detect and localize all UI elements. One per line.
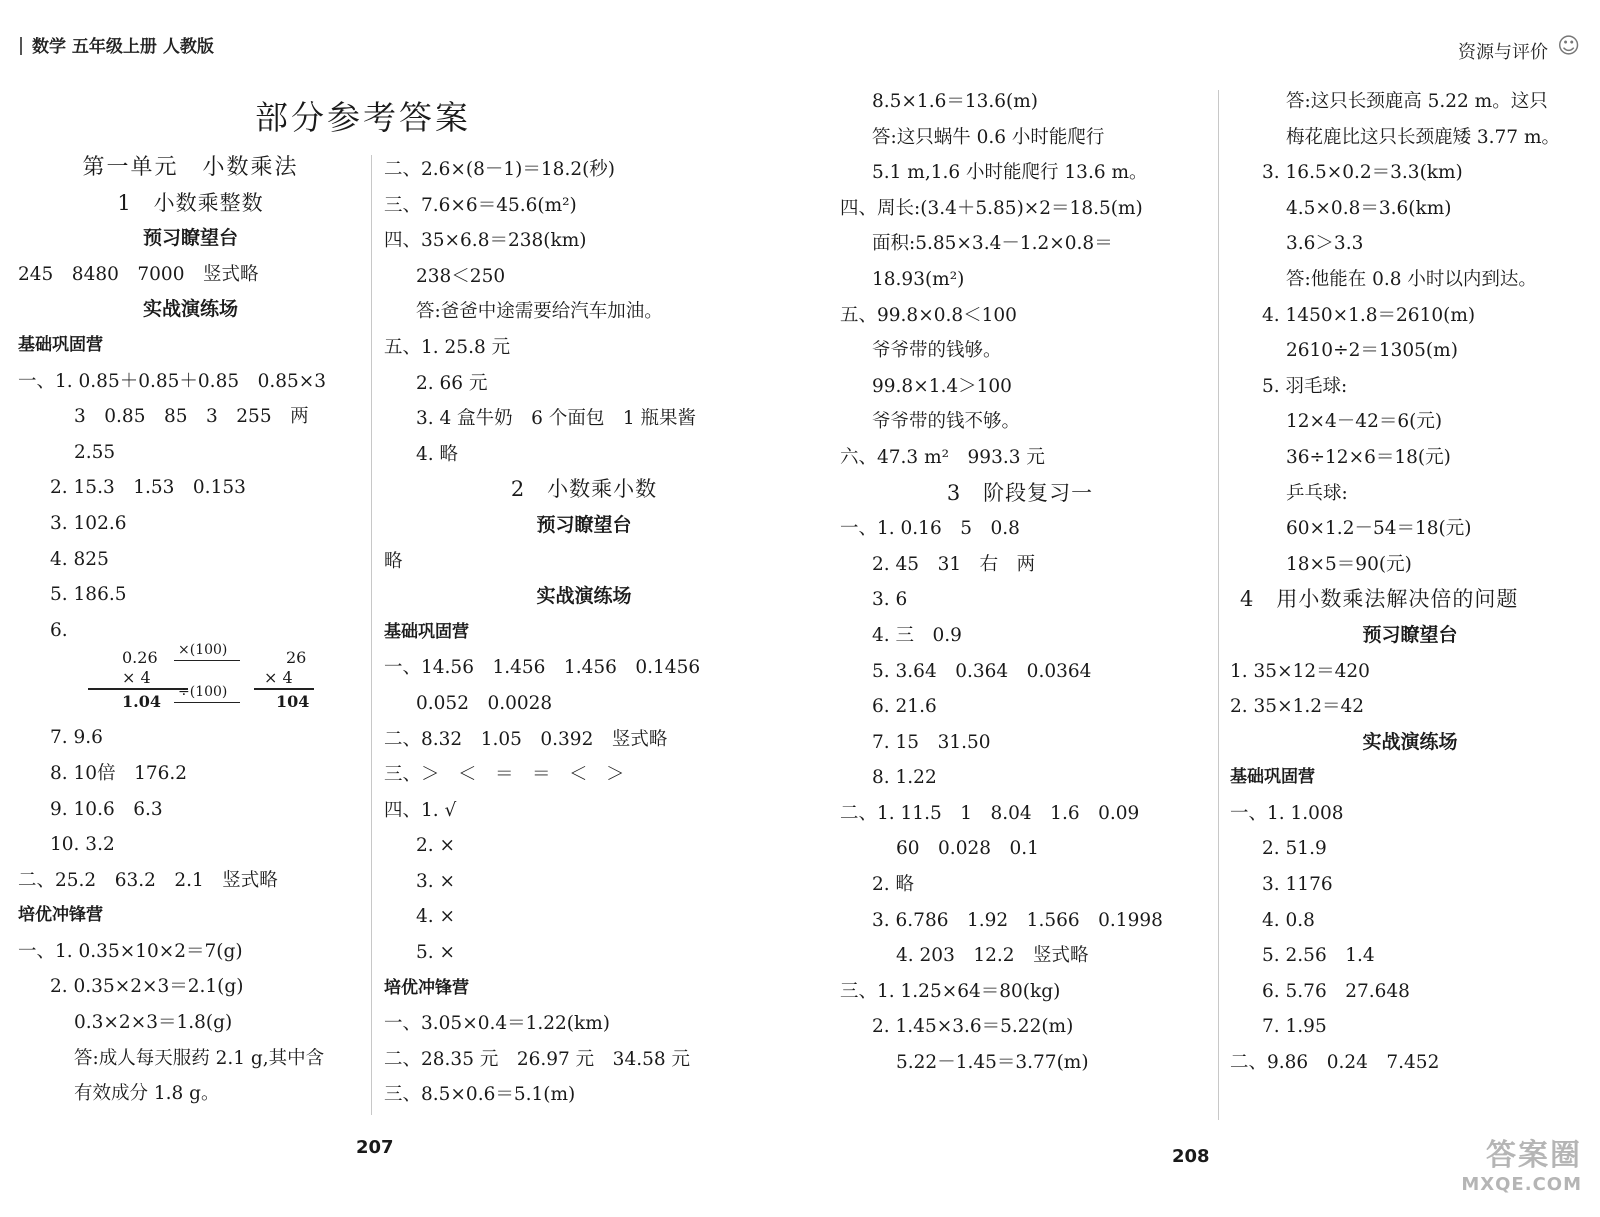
answer-line: 答:成人每天服药 2.1 g,其中含 <box>74 1047 325 1069</box>
answer-line: 6. 5.76 27.648 <box>1262 980 1410 1002</box>
answer-line: 3. 6 <box>872 589 908 611</box>
answer-line: 一、3.05×0.4＝1.22(km) <box>384 1013 610 1035</box>
answer-line: 2. 1.45×3.6＝5.22(m) <box>872 1016 1074 1038</box>
page-number-right: 208 <box>1172 1146 1210 1167</box>
answer-line: 7. 9.6 <box>50 727 103 749</box>
answer-line: 三、8.5×0.6＝5.1(m) <box>384 1084 576 1106</box>
answer-line: 5. 186.5 <box>50 584 127 606</box>
answer-line: 四、35×6.8＝238(km) <box>384 230 587 252</box>
answer-line: 36÷12×6＝18(元) <box>1286 446 1451 468</box>
answer-column-4 <box>1230 84 1590 1081</box>
answer-line: 7. 1.95 <box>1262 1016 1327 1038</box>
answer-line: 答:爸爸中途需要给汽车加油。 <box>416 301 663 323</box>
figure-top-arrow-label: ×(100) <box>178 642 228 659</box>
answer-line: 爷爷带的钱不够。 <box>872 411 1021 433</box>
answer-line: 2. 15.3 1.53 0.153 <box>50 477 246 499</box>
answer-line: 2. 51.9 <box>1262 838 1327 860</box>
answer-line: 5. 2.56 1.4 <box>1262 945 1375 967</box>
answer-line: 面积:5.85×3.4－1.2×0.8＝ <box>872 233 1113 255</box>
answer-line: 12×4－42＝6(元) <box>1286 411 1443 433</box>
answer-line: 1. 35×12＝420 <box>1230 660 1370 682</box>
answer-line: 一、14.56 1.456 1.456 0.1456 <box>384 657 701 679</box>
figure-top-left-number: 0.26 <box>122 648 158 668</box>
subsection-label: 基础巩固营 <box>18 334 103 355</box>
column-divider <box>371 155 372 1115</box>
right-page <box>800 0 1600 1217</box>
watermark-url: MXQE.COM <box>1461 1174 1582 1195</box>
answer-column-2 <box>384 152 784 1113</box>
section-heading: 3 阶段复习一 <box>946 480 1094 505</box>
answer-line: 2.55 <box>74 441 116 463</box>
answer-line: 五、99.8×0.8＜100 <box>840 304 1017 326</box>
subsection-label: 基础巩固营 <box>1230 767 1315 788</box>
answer-line: 99.8×1.4＞100 <box>872 375 1012 397</box>
figure-bottom-right-number: 104 <box>276 692 310 712</box>
answer-line: 245 8480 7000 竖式略 <box>18 263 259 285</box>
answer-line: 6. 21.6 <box>872 696 937 718</box>
figure-bottom-arrow <box>174 702 240 703</box>
answer-line: 二、2.6×(8－1)＝18.2(秒) <box>384 159 616 180</box>
answer-line: 三、＞ ＜ ＝ ＝ ＜ ＞ <box>384 764 625 786</box>
answer-line: 六、47.3 m² 993.3 元 <box>840 446 1045 468</box>
answer-line: 8. 10倍 176.2 <box>50 762 188 784</box>
subsection-heading: 实战演练场 <box>142 298 238 321</box>
unit-heading: 第一单元 小数乘法 <box>82 155 299 180</box>
answer-line: 爷爷带的钱够。 <box>872 340 1002 362</box>
subsection-label: 培优冲锋营 <box>18 905 103 926</box>
answer-line: 一、1. 0.85＋0.85＋0.85 0.85×3 <box>18 370 327 392</box>
answer-line: 5. 3.64 0.364 0.0364 <box>872 660 1092 682</box>
answer-line: 238＜250 <box>416 265 506 287</box>
site-watermark <box>1461 1130 1582 1195</box>
answer-line: 梅花鹿比这只长颈鹿矮 3.77 m。 <box>1286 126 1560 148</box>
answer-line: 一、1. 0.16 5 0.8 <box>840 518 1020 540</box>
running-header-right: 资源与评价 <box>1458 42 1548 63</box>
answer-line: 6. <box>50 619 68 641</box>
subsection-label: 培优冲锋营 <box>384 977 469 998</box>
answer-line: 7. 15 31.50 <box>872 731 991 753</box>
answer-line: 4. 三 0.9 <box>872 624 962 646</box>
answer-line: 二、9.86 0.24 7.452 <box>1230 1052 1440 1074</box>
subsection-heading: 预习瞭望台 <box>142 227 238 250</box>
answer-line: 60×1.2－54＝18(元) <box>1286 518 1472 540</box>
answer-line: 3 0.85 85 3 255 两 <box>74 406 309 428</box>
answer-line: 一、1. 0.35×10×2＝7(g) <box>18 940 243 962</box>
page-number-left: 207 <box>356 1137 394 1158</box>
running-header-left: 数学 五年级上册 人教版 <box>20 32 214 57</box>
subsection-heading: 预习瞭望台 <box>1362 623 1458 646</box>
answer-line: 四、周长:(3.4＋5.85)×2＝18.5(m) <box>840 197 1143 219</box>
figure-middle-left: × 4 <box>122 668 151 688</box>
answer-line: 4. 203 12.2 竖式略 <box>896 945 1089 967</box>
answer-line: 5.1 m,1.6 小时能爬行 13.6 m。 <box>872 162 1148 184</box>
answer-line: 3. 102.6 <box>50 512 127 534</box>
answer-line: 3. 1176 <box>1262 874 1333 896</box>
subsection-heading: 预习瞭望台 <box>536 513 632 536</box>
answer-line: 4. × <box>416 906 456 928</box>
answer-line: 四、1. √ <box>384 799 457 821</box>
answer-line: 4. 825 <box>50 548 109 570</box>
answer-line: 18×5＝90(元) <box>1286 553 1412 575</box>
answer-line: 有效成分 1.8 g。 <box>74 1083 220 1105</box>
answer-line: 8. 1.22 <box>872 767 937 789</box>
cartoon-mascot-icon: ☺ <box>1557 34 1580 59</box>
answer-line: 5. × <box>416 942 456 964</box>
figure-top-arrow <box>174 660 240 661</box>
answer-line: 二、25.2 63.2 2.1 竖式略 <box>18 869 278 891</box>
answer-line: 18.93(m²) <box>872 268 965 290</box>
answer-line: 5. 羽毛球: <box>1262 375 1348 397</box>
column-divider <box>1218 90 1219 1120</box>
answer-line: 60 0.028 0.1 <box>896 838 1039 860</box>
answer-line: 8.5×1.6＝13.6(m) <box>872 91 1039 112</box>
figure-bottom-left-number: 1.04 <box>122 692 161 712</box>
answer-line: 3. 16.5×0.2＝3.3(km) <box>1262 162 1463 184</box>
figure-top-right-number: 26 <box>286 648 307 668</box>
answer-line: 二、8.32 1.05 0.392 竖式略 <box>384 728 668 750</box>
subsection-heading: 实战演练场 <box>1362 730 1458 753</box>
figure-bottom-arrow-label: ÷(100) <box>178 684 228 701</box>
section-heading: 2 小数乘小数 <box>510 477 658 502</box>
answer-line: 答:这只长颈鹿高 5.22 m。这只 <box>1286 91 1548 112</box>
section-heading: 1 小数乘整数 <box>117 190 264 215</box>
answer-line: 5.22－1.45＝3.77(m) <box>896 1052 1089 1074</box>
answer-line: 0.052 0.0028 <box>416 692 553 714</box>
answer-line: 3.6＞3.3 <box>1286 233 1364 255</box>
watermark-logo-text: 答案圈 <box>1486 1138 1582 1173</box>
answer-line: 2. 66 元 <box>416 372 488 394</box>
answer-line: 2. 45 31 右 两 <box>872 553 1036 575</box>
answer-line: 2. × <box>416 835 456 857</box>
answer-column-1 <box>18 150 363 1112</box>
answer-line: 0.3×2×3＝1.8(g) <box>74 1012 233 1034</box>
subsection-heading: 实战演练场 <box>536 585 632 608</box>
answer-line: 乒乓球: <box>1286 482 1348 504</box>
subsection-label: 基础巩固营 <box>384 621 469 642</box>
answer-line: 一、1. 1.008 <box>1230 802 1344 824</box>
answer-line: 三、1. 1.25×64＝80(kg) <box>840 980 1061 1002</box>
answer-line: 3. × <box>416 870 456 892</box>
multiplication-figure <box>18 642 363 720</box>
answer-line: 2610÷2＝1305(m) <box>1286 340 1458 362</box>
answer-line: 3. 4 盒牛奶 6 个面包 1 瓶果酱 <box>416 408 696 430</box>
answer-column-3 <box>840 84 1200 1081</box>
answer-line: 二、1. 11.5 1 8.04 1.6 0.09 <box>840 802 1140 824</box>
answer-line: 9. 10.6 6.3 <box>50 798 163 820</box>
figure-middle-right: × 4 <box>264 668 293 688</box>
answer-line: 答:他能在 0.8 小时以内到达。 <box>1286 268 1537 290</box>
answer-line: 4. 1450×1.8＝2610(m) <box>1262 304 1476 326</box>
answer-line: 二、28.35 元 26.97 元 34.58 元 <box>384 1048 691 1070</box>
answer-line: 答:这只蜗牛 0.6 小时能爬行 <box>872 126 1105 148</box>
answer-line: 10. 3.2 <box>50 834 115 856</box>
answer-line: 2. 0.35×2×3＝2.1(g) <box>50 976 244 998</box>
answer-line: 3. 6.786 1.92 1.566 0.1998 <box>872 909 1163 931</box>
figure-left-rule <box>88 688 188 690</box>
figure-right-rule <box>254 688 314 690</box>
answer-line: 五、1. 25.8 元 <box>384 336 511 358</box>
answer-line: 2. 35×1.2＝42 <box>1230 696 1365 718</box>
answer-line: 4.5×0.8＝3.6(km) <box>1286 197 1452 219</box>
section-heading: 4 用小数乘法解决倍的问题 <box>1240 587 1519 612</box>
answer-line: 4. 略 <box>416 443 459 465</box>
answer-line: 4. 0.8 <box>1262 909 1315 931</box>
answer-line: 略 <box>384 550 403 572</box>
answer-line: 三、7.6×6＝45.6(m²) <box>384 194 577 216</box>
page-title: 部分参考答案 <box>255 98 471 137</box>
answer-line: 2. 略 <box>872 874 915 896</box>
